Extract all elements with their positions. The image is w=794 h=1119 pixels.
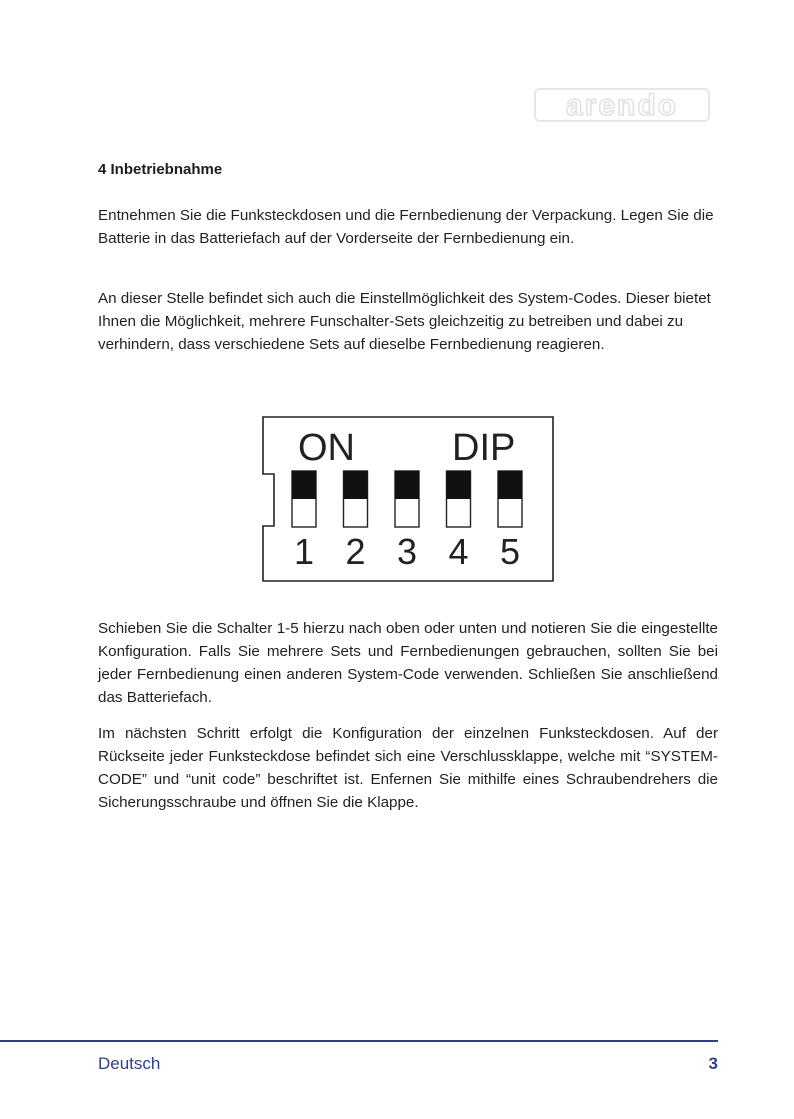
dip-switch-2 <box>344 471 368 572</box>
dip-switch-knob <box>498 471 522 499</box>
paragraph-unpack: Entnehmen Sie die Funksteckdosen und die Fernbedienung der Verpackung. Legen Sie die Batterie in das Batteriefach auf der Vorderseite der Fernbedienung ein. <box>98 207 714 247</box>
brand-logo <box>534 88 710 122</box>
logo-text: arendo <box>565 89 679 122</box>
dip-switch-1 <box>292 471 316 572</box>
page-number: 3 <box>708 1054 718 1073</box>
dip-switch-knob <box>447 471 471 499</box>
footer-divider <box>0 1040 718 1042</box>
dip-switch-4 <box>447 471 471 572</box>
dip-switch-3 <box>395 471 419 572</box>
paragraph-switch-setting: Schieben Sie die Schalter 1-5 hierzu nach oben oder unten und notieren Sie die eingestellte Konfiguration. Falls Sie mehrere Sets und Fernbedienungen gebrauchen, sollten Sie bei jeder Fernbedienung einen anderen System-Code verwenden. Schließen Sie anschließend das Batteriefach. <box>98 620 718 706</box>
dip-switch-number: 5 <box>499 531 521 572</box>
paragraph-socket-configuration: Im nächsten Schritt erfolgt die Konfiguration der einzelnen Funksteckdosen. Auf der Rückseite jeder Funksteckdose befindet sich eine Verschlussklappe, welche mit “SYSTEM-CODE” und “unit code” beschriftet ist. Enfernen Sie mithilfe eines Schraubendrehers die Sicherungsschraube und öffnen Sie die Klappe. <box>98 725 718 811</box>
section-title: 4 Inbetriebnahme <box>98 161 223 178</box>
dip-switch-number: 1 <box>293 531 315 572</box>
dip-label-dip: DIP <box>452 427 516 469</box>
footer-language: Deutsch <box>98 1054 161 1073</box>
dip-switch-number: 2 <box>345 531 366 572</box>
dip-switch-knob <box>344 471 368 499</box>
dip-switch-number: 4 <box>448 531 469 572</box>
dip-label-on: ON <box>298 427 355 469</box>
dip-switch-knob <box>395 471 419 499</box>
dip-switch-diagram <box>262 416 554 582</box>
dip-switch-knob <box>292 471 316 499</box>
paragraph-system-code: An dieser Stelle befindet sich auch die Einstellmöglichkeit des System-Codes. Dieser bietet Ihnen die Möglichkeit, mehrere Funschalter-Sets gleichzeitig zu betreiben und dabei zu verhindern, dass verschiedene Sets auf dieselbe Fernbedienung reagieren. <box>98 290 711 353</box>
dip-switch-5 <box>498 471 522 572</box>
dip-switch-number: 3 <box>396 531 418 572</box>
